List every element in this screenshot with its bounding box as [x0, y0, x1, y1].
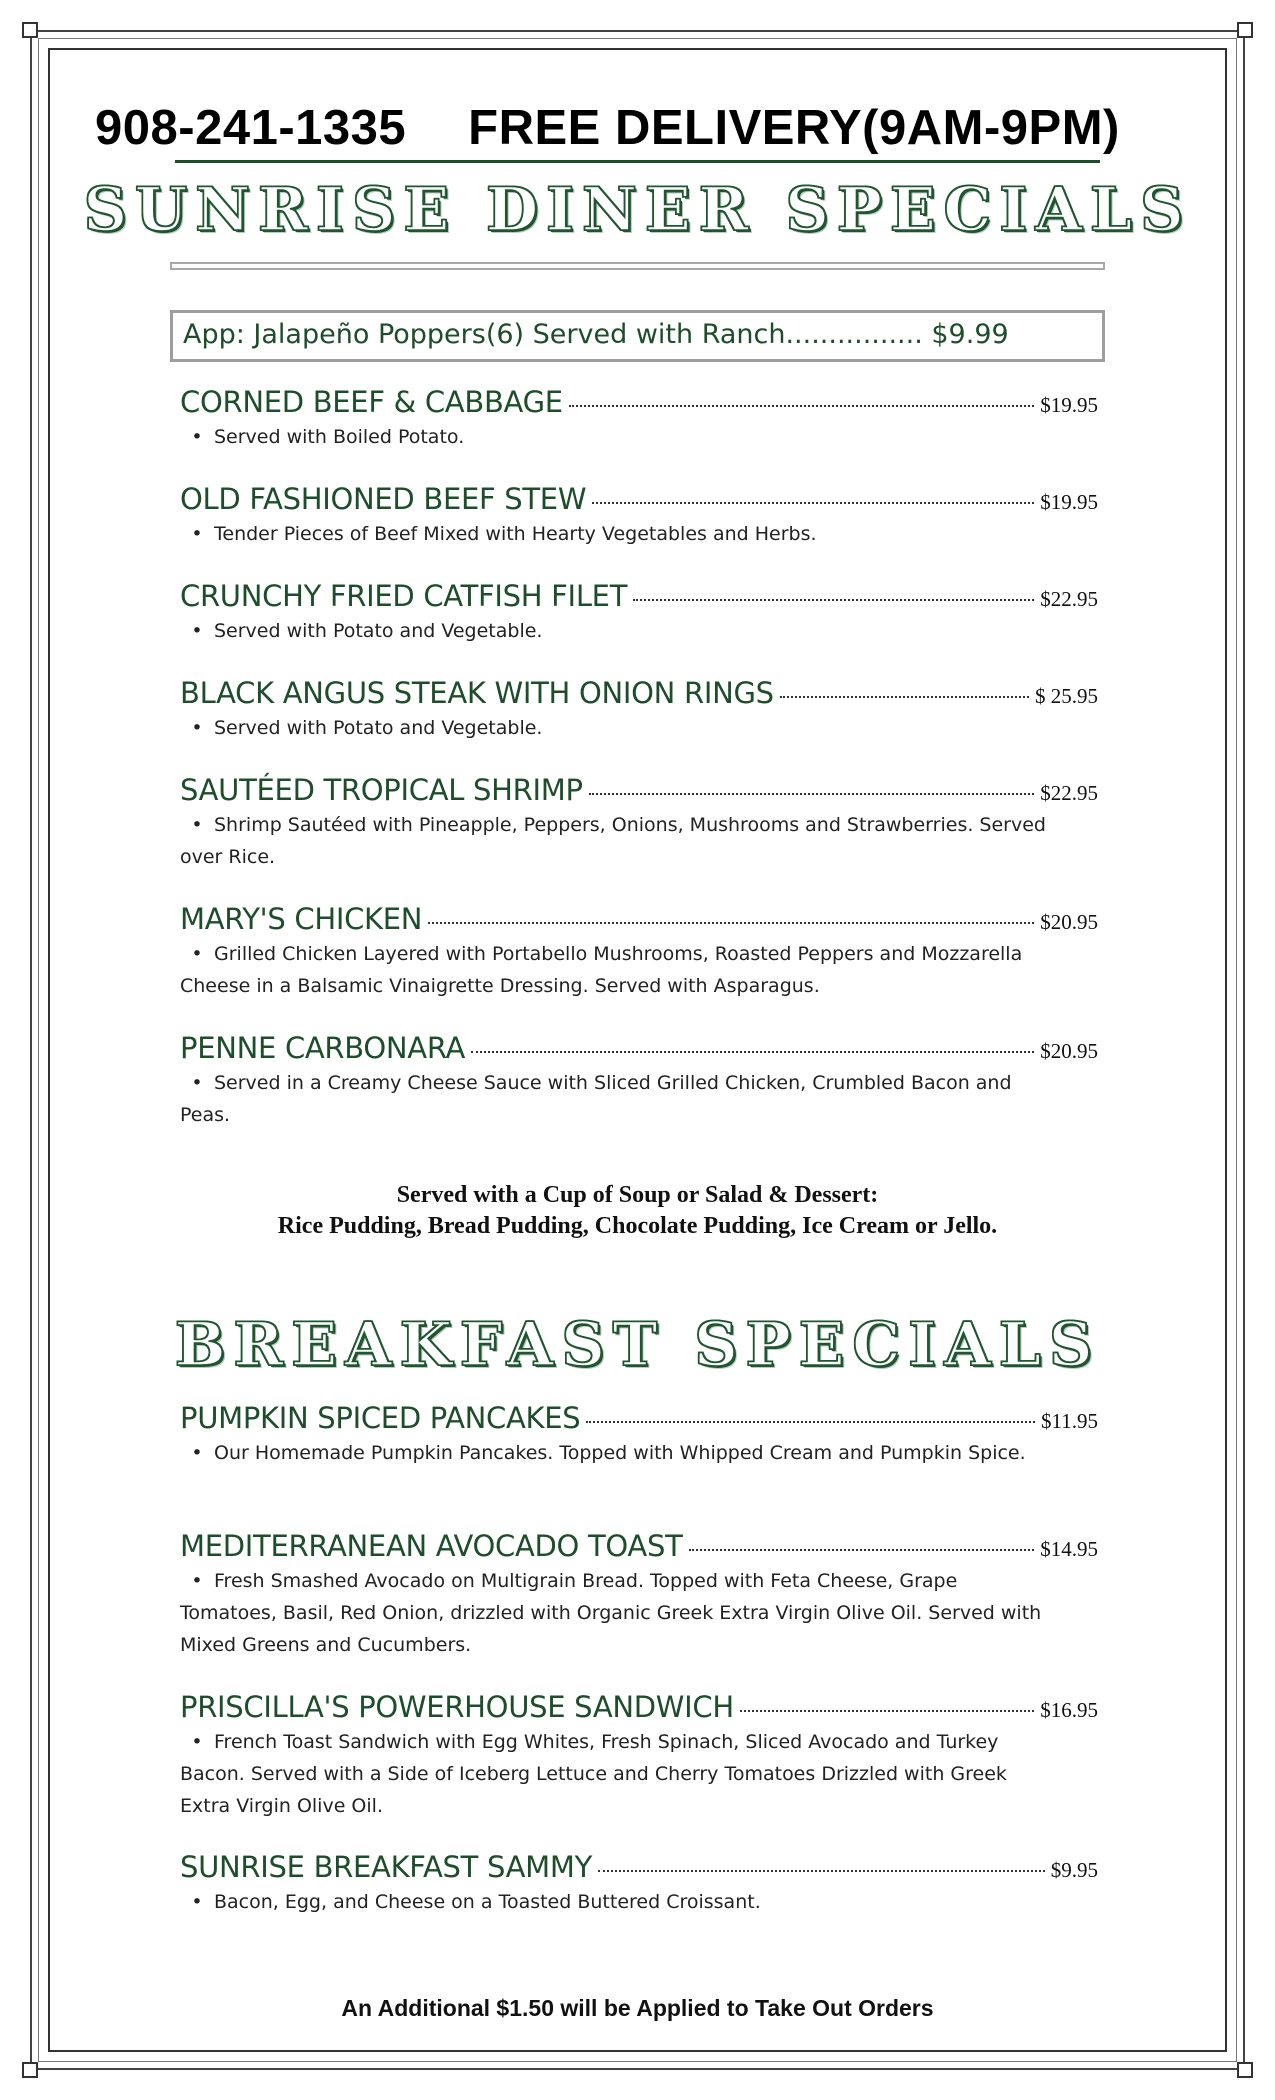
item-name: SUNRISE BREAKFAST SAMMY: [180, 1850, 593, 1884]
dot-leader: [633, 599, 1034, 601]
title-underline: [170, 262, 1105, 270]
dot-leader: [589, 793, 1035, 795]
dot-leader: [471, 1051, 1034, 1053]
takeout-surcharge-note: An Additional $1.50 will be Applied to Take Out Orders: [341, 1995, 934, 2021]
menu-item-avocado-toast: [180, 1529, 1098, 1661]
bullet-icon: •: [191, 620, 203, 642]
bullet-icon: •: [191, 426, 203, 448]
bullet-icon: •: [191, 1891, 203, 1913]
phone-number[interactable]: 908-241-1335: [95, 101, 407, 155]
item-description: • Served with Potato and Vegetable.: [180, 615, 1050, 647]
item-price: $22.95: [1040, 587, 1098, 611]
item-name: PUMPKIN SPICED PANCAKES: [180, 1401, 581, 1435]
contact-header: [95, 100, 1205, 156]
dinner-specials-title: SUNRISE DINER SPECIALS: [83, 175, 1192, 245]
item-price: $9.95: [1050, 1858, 1098, 1882]
item-name: CRUNCHY FRIED CATFISH FILET: [180, 579, 628, 613]
item-name: MEDITERRANEAN AVOCADO TOAST: [180, 1529, 683, 1563]
breakfast-specials-title: BREAKFAST SPECIALS: [174, 1310, 1101, 1380]
item-description: • Fresh Smashed Avocado on Multigrain Bread. Topped with Feta Cheese, Grape Tomatoes, Basil, Red Onion, drizzled with Organic Greek Extra Virgin Olive Oil. Served with Mixed Greens and Cucumbers.: [180, 1565, 1050, 1661]
menu-item-marys-chicken: [180, 902, 1098, 1002]
dot-leader: [592, 502, 1034, 504]
menu-item-angus-steak: [180, 676, 1098, 744]
item-name: CORNED BEEF & CABBAGE: [180, 385, 563, 419]
menu-item-catfish: [180, 579, 1098, 647]
item-price: $22.95: [1040, 781, 1098, 805]
item-name: OLD FASHIONED BEEF STEW: [180, 482, 587, 516]
item-description: • Served with Boiled Potato.: [180, 421, 1050, 453]
item-price: $16.95: [1040, 1698, 1098, 1722]
appetizer-box: App: Jalapeño Poppers(6) Served with Ranch................ $9.99: [170, 310, 1105, 362]
served-with-line-1: Served with a Cup of Soup or Salad & Dessert:: [396, 1182, 879, 1208]
dot-leader: [428, 922, 1034, 924]
item-description: • Tender Pieces of Beef Mixed with Hearty Vegetables and Herbs.: [180, 518, 1050, 550]
dot-leader: [598, 1870, 1045, 1872]
bullet-icon: •: [191, 523, 203, 545]
menu-item-beef-stew: [180, 482, 1098, 550]
menu-item-breakfast-sammy: [180, 1850, 1098, 1918]
corner-ornament-top-right: [1237, 22, 1253, 38]
bullet-icon: •: [191, 1570, 203, 1592]
item-description: • Grilled Chicken Layered with Portabello Mushrooms, Roasted Peppers and Mozzarella Cheese in a Balsamic Vinaigrette Dressing. Served with Asparagus.: [180, 938, 1050, 1002]
dot-leader: [569, 405, 1034, 407]
dot-leader: [689, 1549, 1035, 1551]
served-with-line-2: Rice Pudding, Bread Pudding, Chocolate Pudding, Ice Cream or Jello.: [277, 1213, 998, 1239]
item-description: • Bacon, Egg, and Cheese on a Toasted Buttered Croissant.: [180, 1886, 1050, 1918]
menu-item-powerhouse-sandwich: [180, 1690, 1098, 1822]
bullet-icon: •: [191, 814, 203, 836]
item-description: • Shrimp Sautéed with Pineapple, Peppers, Onions, Mushrooms and Strawberries. Served over Rice.: [180, 809, 1050, 873]
delivery-info: FREE DELIVERY(9AM-9PM): [468, 101, 1120, 155]
dot-leader: [740, 1710, 1034, 1712]
bullet-icon: •: [191, 943, 203, 965]
bullet-icon: •: [191, 1072, 203, 1094]
item-name: SAUTÉED TROPICAL SHRIMP: [180, 773, 583, 807]
item-price: $14.95: [1040, 1537, 1098, 1561]
item-description: • Our Homemade Pumpkin Pancakes. Topped with Whipped Cream and Pumpkin Spice.: [180, 1437, 1050, 1469]
menu-item-pumpkin-pancakes: [180, 1401, 1098, 1469]
bullet-icon: •: [191, 717, 203, 739]
menu-item-corned-beef: [180, 385, 1098, 453]
bullet-icon: •: [191, 1442, 203, 1464]
corner-ornament-bottom-right: [1237, 2062, 1253, 2078]
corner-ornament-top-left: [22, 22, 38, 38]
bullet-icon: •: [191, 1731, 203, 1753]
corner-ornament-bottom-left: [22, 2062, 38, 2078]
menu-item-tropical-shrimp: [180, 773, 1098, 873]
menu-item-penne-carbonara: [180, 1031, 1098, 1131]
dot-leader: [586, 1421, 1035, 1423]
item-description: • French Toast Sandwich with Egg Whites, Fresh Spinach, Sliced Avocado and Turkey Bacon. Served with a Side of Iceberg Lettuce and Cherry Tomatoes Drizzled with Greek Extra Virgin Olive Oil.: [180, 1726, 1050, 1822]
served-with-note: [0, 1180, 1275, 1242]
item-name: MARY'S CHICKEN: [180, 902, 423, 936]
item-name: PENNE CARBONARA: [180, 1031, 466, 1065]
item-description: • Served in a Creamy Cheese Sauce with Sliced Grilled Chicken, Crumbled Bacon and Peas.: [180, 1067, 1050, 1131]
item-price: $20.95: [1040, 1039, 1098, 1063]
dot-leader: [780, 696, 1029, 698]
item-price: $19.95: [1040, 490, 1098, 514]
header-divider: [175, 160, 1100, 163]
item-name: BLACK ANGUS STEAK WITH ONION RINGS: [180, 676, 774, 710]
item-description: • Served with Potato and Vegetable.: [180, 712, 1050, 744]
item-price: $19.95: [1040, 393, 1098, 417]
item-price: $ 25.95: [1035, 684, 1098, 708]
item-name: PRISCILLA'S POWERHOUSE SANDWICH: [180, 1690, 734, 1724]
item-price: $11.95: [1041, 1409, 1098, 1433]
item-price: $20.95: [1040, 910, 1098, 934]
